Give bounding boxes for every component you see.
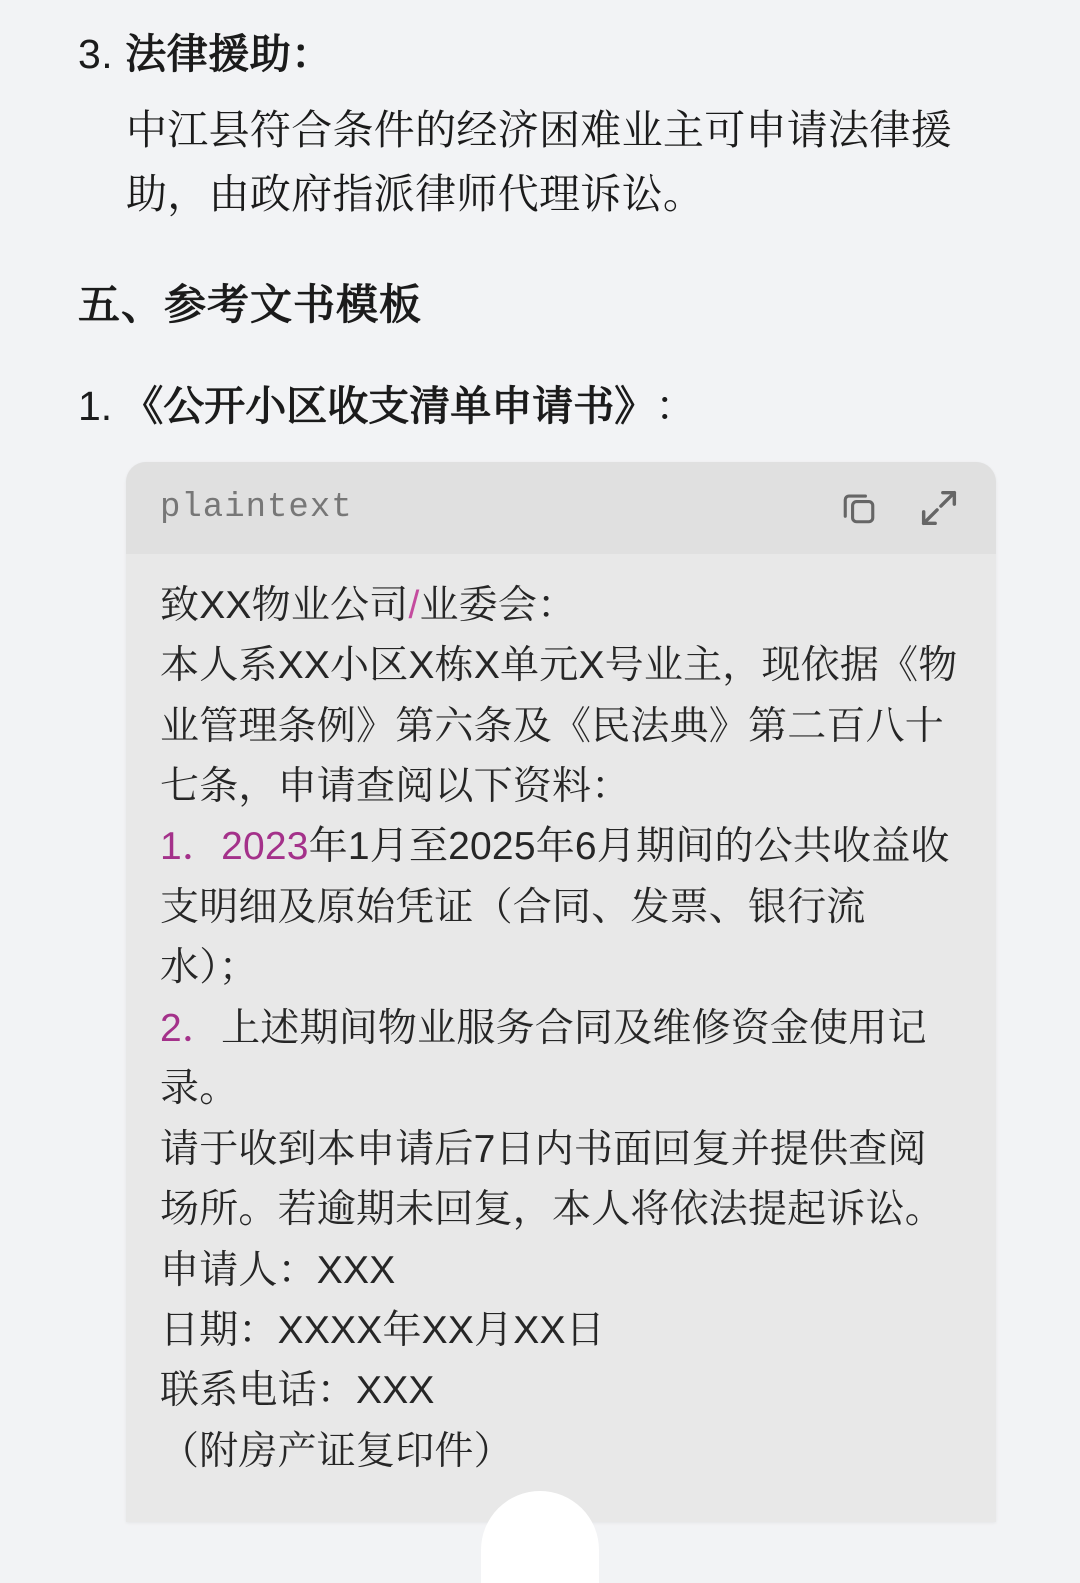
- code-line: （附房产证复印件）: [160, 1429, 513, 1473]
- templates-section-heading: 五、参考文书模板: [78, 281, 423, 329]
- code-line: [160, 817, 962, 998]
- code-number-token: 2023: [221, 825, 309, 869]
- code-list-number: 2．: [160, 1006, 222, 1050]
- legal-aid-heading: [78, 28, 1020, 81]
- doc-item-title: 《公开小区收支清单申请书》: [122, 383, 656, 430]
- code-line: 申请人：XXX: [160, 1248, 396, 1292]
- code-block-actions: [836, 485, 962, 531]
- legal-aid-body: 中江县符合条件的经济困难业主可申请法律援助，由政府指派律师代理诉讼。: [126, 107, 952, 217]
- code-line-text: 业委会：: [419, 583, 577, 627]
- code-line: 本人系XX小区X栋X单元X号业主，现依据《物业管理条例》第六条及《民法典》第二百八十七条，申请查阅以下资料：: [160, 644, 958, 808]
- doc-item-colon: ：: [655, 383, 697, 430]
- code-line: [160, 999, 962, 1120]
- code-language-label: plaintext: [160, 488, 353, 527]
- code-line-text: 致XX物业公司: [160, 583, 409, 627]
- code-line-separator: /: [408, 583, 420, 627]
- copy-icon[interactable]: [836, 485, 882, 531]
- code-block-card: [126, 462, 996, 1523]
- code-list-number: 1．: [160, 825, 222, 869]
- code-block-header: [126, 462, 996, 554]
- code-line: 日期：XXXX年XX月XX日: [160, 1308, 605, 1352]
- doc-item-number: 1.: [78, 383, 113, 430]
- doc-item-heading: [78, 380, 1020, 433]
- legal-aid-colon: ：: [291, 31, 333, 77]
- code-line: [160, 576, 962, 636]
- code-line: 请于收到本申请后7日内书面回复并提供查阅场所。若逾期未回复，本人将依法提起诉讼。: [160, 1127, 945, 1232]
- code-line-text: 上述期间物业服务合同及维修资金使用记录。: [160, 1006, 927, 1111]
- code-line: 联系电话：XXX: [160, 1369, 435, 1413]
- code-line-text: 年1月至2025年6月期间的公共收益收支明细及原始凭证（合同、发票、银行流水）；: [160, 825, 950, 990]
- expand-icon[interactable]: [916, 485, 962, 531]
- legal-aid-title: 法律援助: [125, 31, 292, 77]
- legal-aid-number: 3.: [78, 31, 114, 77]
- code-block-body: [126, 554, 996, 1523]
